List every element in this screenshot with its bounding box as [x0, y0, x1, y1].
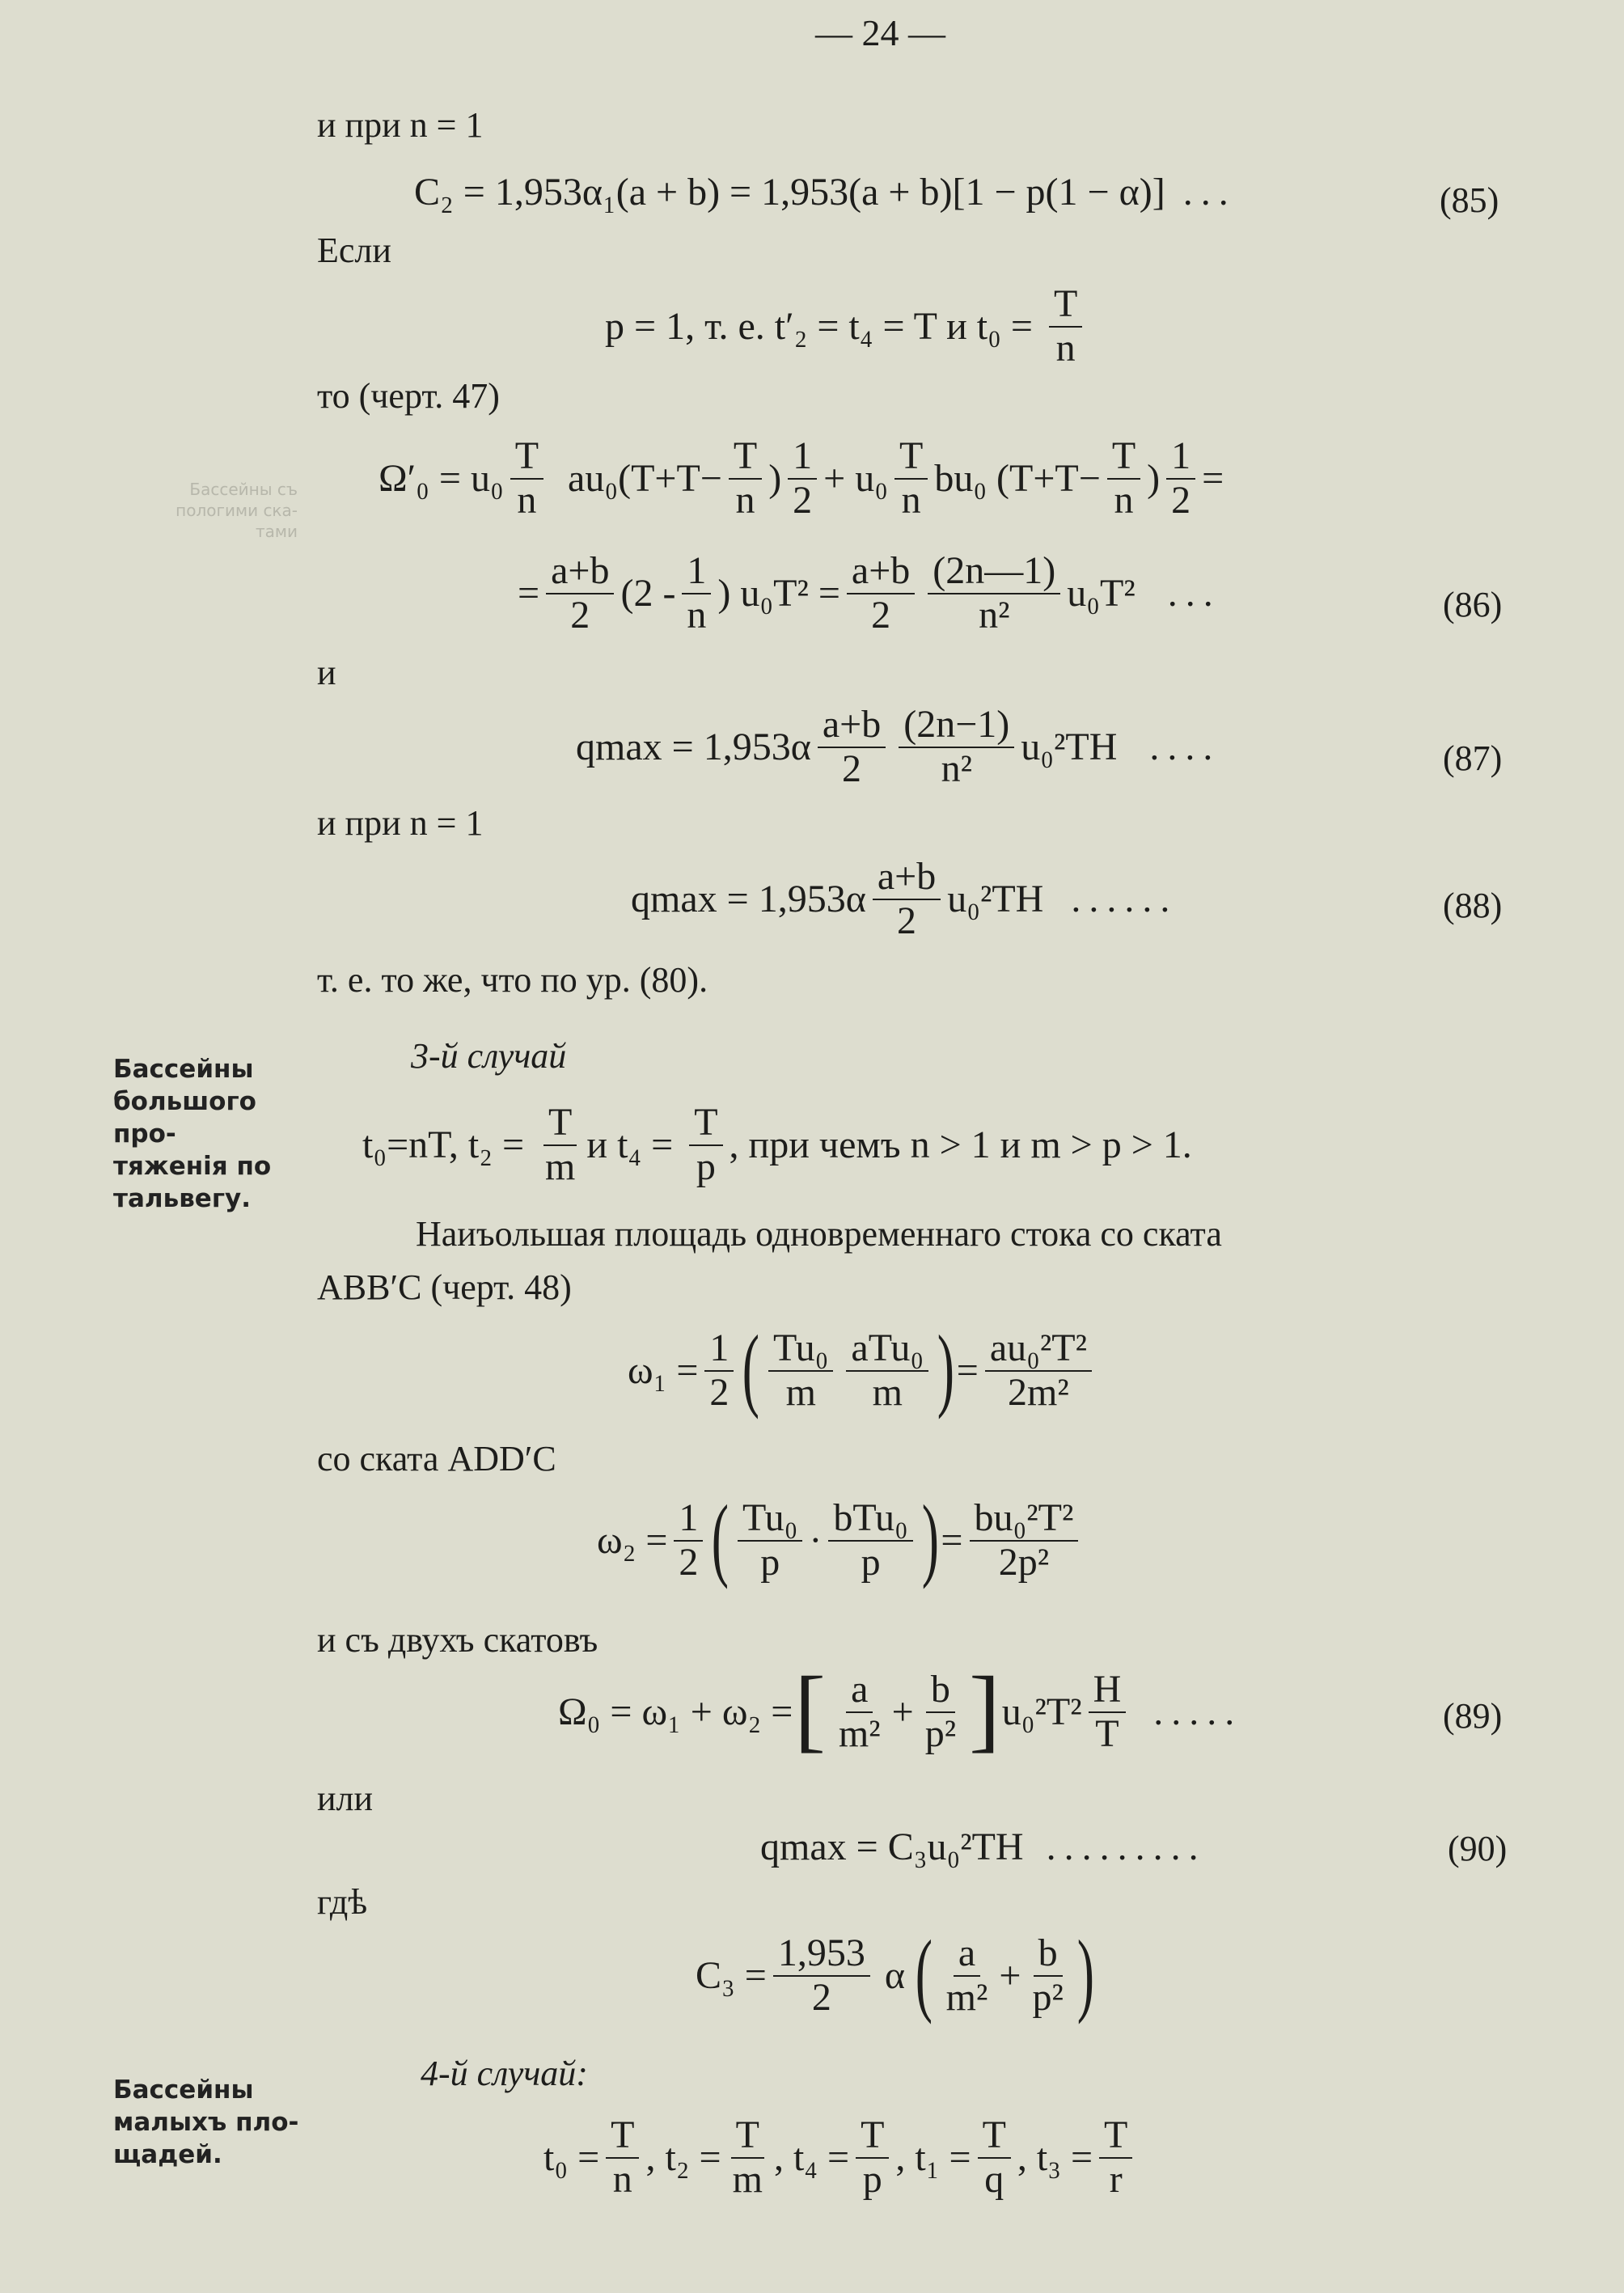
fraction-term: n: [517, 478, 537, 522]
fraction-term: 2: [1171, 478, 1191, 522]
eq-part: u₀²TH: [1021, 725, 1118, 768]
fraction-term: 1: [674, 1497, 703, 1542]
text-line: и: [317, 653, 336, 692]
bracket: ]: [969, 1658, 1000, 1762]
fraction: [928, 550, 1060, 637]
eq-part: , t₁ =: [895, 2135, 971, 2179]
fraction: [1089, 1669, 1127, 1756]
fraction-term: au₀²T²: [985, 1327, 1092, 1372]
fraction-term: a+b: [818, 704, 886, 748]
fraction-term: T: [978, 2114, 1011, 2159]
fraction-term: 1: [682, 550, 711, 594]
fraction-term: p: [760, 1541, 780, 1584]
fraction: [941, 1932, 993, 2020]
margin-note-case3: Бассейны большого про- тяженія по тальвегу.: [113, 1055, 272, 1213]
fraction-term: b: [926, 1669, 955, 1713]
fraction-term: 1: [1166, 435, 1195, 480]
bracket: [: [794, 1658, 826, 1762]
fraction: [1099, 2114, 1132, 2202]
eq-part: , t₃ =: [1017, 2135, 1093, 2179]
equation-omega1: [628, 1317, 1098, 1420]
eq-part: qmax = 1,953α: [631, 877, 866, 920]
eq-part: qmax = 1,953α: [576, 725, 811, 768]
fraction-term: n: [735, 478, 755, 522]
leader-dots: ...: [1167, 571, 1221, 615]
fraction-term: n: [1114, 478, 1134, 522]
fraction-term: T: [894, 435, 928, 480]
fraction-term: n: [901, 478, 921, 522]
fraction-term: n²: [979, 593, 1010, 637]
eq-part: t₀=nT, t₂ =: [362, 1123, 535, 1166]
fraction: [540, 1102, 580, 1189]
equation-number: (85): [1440, 180, 1499, 220]
eq-part: ): [768, 456, 782, 500]
fraction: [834, 1669, 886, 1756]
fraction: [847, 550, 915, 637]
eq-part: , t₂ =: [645, 2135, 721, 2179]
fraction-term: T: [543, 1102, 577, 1146]
eq-part: +: [999, 1954, 1021, 1997]
equation-omega-prime: [379, 435, 1224, 522]
fraction-term: H: [1089, 1669, 1127, 1713]
equation-number: (88): [1443, 886, 1503, 925]
fraction-term: m: [785, 1371, 816, 1414]
fraction-term: m: [872, 1371, 903, 1414]
fraction-term: b: [1034, 1932, 1063, 1977]
fraction-term: p²: [924, 1712, 957, 1755]
fraction-term: a+b: [847, 550, 915, 594]
fraction: [856, 2114, 889, 2202]
text-line: то (черт. 47): [317, 376, 500, 416]
leader-dots: .....: [1153, 1690, 1243, 1733]
fraction: [682, 550, 711, 637]
paren: ): [921, 1487, 939, 1590]
eq-part: au₀(T+T−: [568, 456, 722, 500]
eq-part: u₀²TH: [947, 877, 1044, 920]
eq-part: α: [884, 1954, 905, 1997]
page-number: — 24 —: [815, 12, 945, 53]
fraction-term: T: [1107, 435, 1140, 480]
eq-part: C₃ =: [696, 1954, 767, 1997]
eq-part: +: [891, 1690, 914, 1733]
fraction-term: n: [1055, 326, 1076, 370]
paren: (: [712, 1487, 730, 1590]
equation-omega2: [597, 1487, 1085, 1590]
eq-part: Ω₀ = ω₁ + ω₂ =: [558, 1690, 793, 1733]
fraction-term: 2: [871, 593, 891, 637]
eq-part: =: [956, 1349, 979, 1392]
fraction-term: (2n−1): [899, 704, 1014, 748]
paragraph-line: Наиъольшая площадь одновременнаго стока со ската: [416, 1214, 1222, 1254]
fraction: [894, 435, 928, 522]
fraction-term: T: [606, 2114, 639, 2159]
fraction: [818, 704, 886, 791]
fraction-term: 2: [570, 593, 590, 637]
text-line: и съ двухъ скатовъ: [317, 1620, 598, 1660]
fraction-term: a: [954, 1932, 980, 1977]
text-line: или: [317, 1779, 374, 1818]
fraction: [1107, 435, 1140, 522]
eq-part: (2 -: [620, 571, 676, 615]
fraction: [846, 1327, 928, 1415]
condition-body: p = 1, т. е. t′₂ = t₄ = T и t₀ =: [605, 304, 1042, 348]
eq-part: u₀T²: [1067, 571, 1136, 615]
fraction-term: n: [612, 2157, 632, 2201]
eq-part: ω₁ =: [628, 1349, 699, 1392]
fraction: [606, 2114, 639, 2202]
text-line: т. е. то же, что по ур. (80).: [317, 960, 708, 1000]
fraction-term: T: [689, 1102, 722, 1146]
text-line: гдѣ: [317, 1882, 368, 1922]
fraction-term: T: [510, 435, 543, 480]
case4-conditions: [543, 2114, 1139, 2202]
fraction-term: r: [1109, 2157, 1123, 2201]
fraction: [768, 1327, 833, 1415]
faded-margin-note: Бассейны съ пологими ска- тами: [176, 480, 298, 541]
fraction: [546, 550, 614, 637]
fraction: [1166, 435, 1195, 522]
eq-part: qmax = C₃u₀²TH: [760, 1826, 1024, 1868]
fraction-term: n: [687, 593, 707, 637]
equation-number: (87): [1443, 738, 1503, 778]
fraction-term: 2: [811, 1976, 831, 2019]
fraction-term: 2: [709, 1371, 730, 1414]
fraction-term: bu₀²T²: [970, 1497, 1079, 1542]
fraction-term: n²: [941, 747, 972, 790]
condition-equation: [605, 283, 1089, 370]
fraction-term: p: [862, 2157, 882, 2201]
paren: (: [915, 1922, 933, 2025]
fraction-term: T: [729, 435, 762, 480]
fraction: [873, 856, 941, 943]
fraction-term: bTu₀: [828, 1497, 912, 1542]
fraction-term: a+b: [873, 856, 941, 900]
fraction-term: p: [861, 1541, 881, 1584]
fraction: [689, 1102, 722, 1189]
equation-90: [760, 1828, 1207, 1867]
fraction-term: q: [984, 2157, 1004, 2201]
leader-dots: .........: [1046, 1826, 1207, 1868]
equation-89: [558, 1658, 1243, 1762]
fraction: [920, 1669, 961, 1756]
paren: (: [742, 1317, 760, 1420]
fraction-term: T: [1095, 1712, 1119, 1755]
equation-88: [631, 856, 1178, 943]
fraction-term: 2m²: [1008, 1371, 1069, 1414]
eq-part: ω₂ =: [597, 1519, 668, 1562]
paren: ): [937, 1317, 955, 1420]
fraction-term: m²: [838, 1712, 881, 1755]
equation-number: (89): [1443, 1696, 1503, 1736]
leader-dots: ....: [1149, 725, 1221, 768]
text-line: Если: [317, 231, 391, 270]
fraction: [674, 1497, 703, 1584]
eq-part: =: [518, 571, 540, 615]
eq-part: bu₀ (T+T−: [934, 456, 1101, 500]
fraction-term: 2p²: [998, 1541, 1050, 1584]
fraction: [738, 1497, 802, 1584]
equation-85: [414, 173, 1237, 212]
fraction-term: m: [732, 2157, 763, 2201]
fraction: [899, 704, 1014, 791]
margin-note-case4: Бассейны малыхъ пло- щадей.: [113, 2075, 299, 2169]
eq-part: , t₄ =: [773, 2135, 850, 2179]
equation-c3: [696, 1922, 1096, 2025]
fraction-term: Tu₀: [768, 1327, 833, 1372]
equation-85-body: C₂ = 1,953α₁(a + b) = 1,953(a + b)[1 − p(1 − α)]: [414, 171, 1165, 214]
fraction-term: 2: [793, 478, 813, 522]
fraction: [773, 1932, 870, 2020]
fraction-term: 1: [704, 1327, 734, 1372]
eq-part: и t₄ =: [586, 1123, 683, 1166]
fraction: [1049, 283, 1082, 370]
fraction-term: 1: [788, 435, 817, 480]
eq-part: u₀²T²: [1001, 1690, 1082, 1733]
fraction: [728, 2114, 768, 2202]
paragraph-line: ABB′C (черт. 48): [317, 1267, 572, 1307]
text-line: со ската ADD′C: [317, 1439, 556, 1479]
fraction: [978, 2114, 1011, 2202]
eq-part: Ω′₀ = u₀: [379, 456, 504, 500]
eq-part: , при чемъ n > 1 и m > p > 1.: [729, 1123, 1192, 1166]
fraction: [788, 435, 817, 522]
text-line: и при n = 1: [317, 105, 484, 145]
fraction-term: a+b: [546, 550, 614, 594]
fraction-term: T: [1099, 2114, 1132, 2159]
fraction-term: (2n—1): [928, 550, 1060, 594]
leader-dots: ......: [1071, 877, 1178, 920]
fraction-term: T: [1049, 283, 1082, 328]
section-heading-case3: 3-й случай: [411, 1036, 567, 1076]
equation-number: (86): [1443, 585, 1503, 624]
eq-part: ) u₀T² =: [717, 571, 840, 615]
eq-part: ·: [809, 1519, 823, 1562]
section-heading-case4: 4-й случай:: [421, 2054, 588, 2093]
fraction: [729, 435, 762, 522]
fraction: [1027, 1932, 1068, 2020]
text-line: и при n = 1: [317, 803, 484, 843]
eq-part: ): [1147, 456, 1161, 500]
fraction-term: 2: [897, 899, 917, 942]
equation-86: [518, 550, 1221, 637]
fraction: [828, 1497, 912, 1584]
leader-dots: ...: [1182, 171, 1237, 214]
eq-part: =: [941, 1519, 963, 1562]
case3-conditions: [362, 1102, 1192, 1189]
eq-part: =: [1202, 456, 1224, 500]
eq-part: t₀ =: [543, 2135, 600, 2179]
fraction: [510, 435, 543, 522]
eq-part: + u₀: [823, 456, 888, 500]
fraction-term: m: [545, 1144, 576, 1188]
equation-87: [576, 704, 1220, 791]
fraction: [985, 1327, 1092, 1415]
paren: ): [1076, 1922, 1094, 2025]
fraction-term: m²: [945, 1976, 988, 2019]
fraction-term: 2: [679, 1541, 699, 1584]
fraction-term: Tu₀: [738, 1497, 802, 1542]
fraction-term: a: [846, 1669, 873, 1713]
fraction-term: 2: [842, 747, 862, 790]
equation-number: (90): [1448, 1829, 1508, 1868]
fraction: [970, 1497, 1079, 1584]
fraction-term: T: [731, 2114, 764, 2159]
fraction-term: T: [856, 2114, 889, 2159]
fraction: [704, 1327, 734, 1415]
fraction-term: p²: [1032, 1976, 1064, 2019]
fraction-term: aTu₀: [846, 1327, 928, 1372]
fraction-term: 1,953: [773, 1932, 870, 1977]
fraction-term: p: [696, 1144, 716, 1188]
